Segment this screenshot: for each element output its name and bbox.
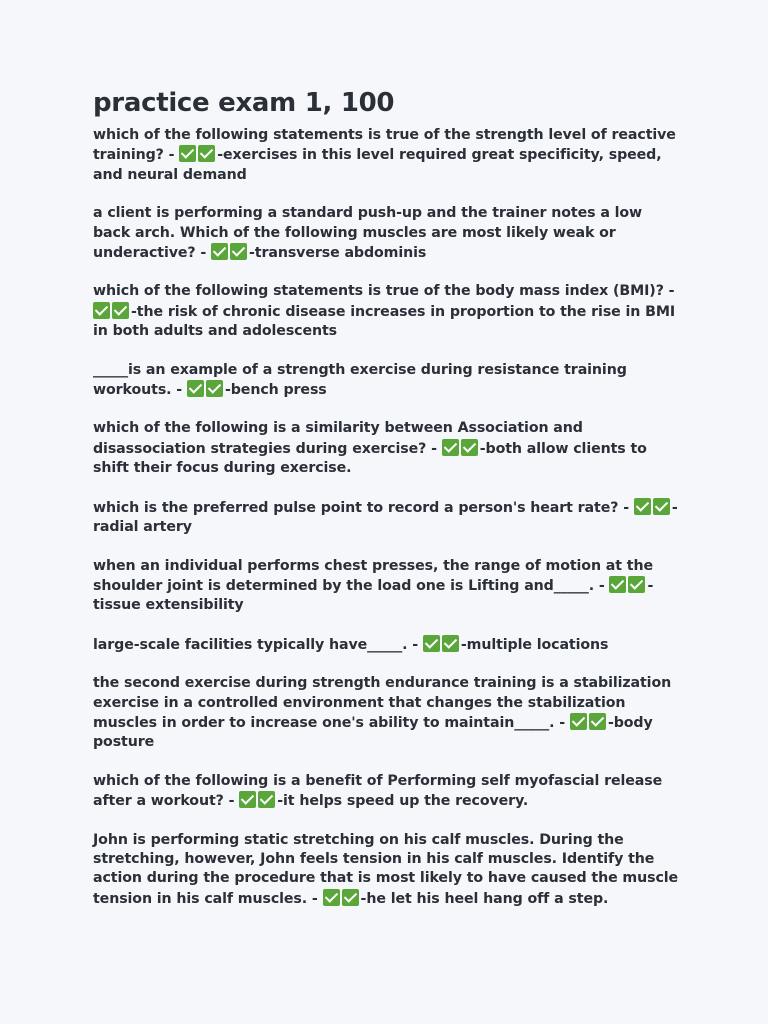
qa-item-11 [93, 831, 683, 910]
answer-marker [239, 793, 277, 809]
check-mark-icon [442, 439, 459, 456]
check-mark-icon [570, 713, 587, 730]
check-mark-icon [206, 380, 223, 397]
question-text: _____is an example of a strength exercise during resistance training workouts. - [93, 361, 627, 399]
check-mark-icon [187, 380, 204, 397]
answer-marker [93, 304, 131, 320]
answer-text: -both allow clients to shift their focus during exercise. [93, 440, 647, 477]
answer-marker [211, 245, 249, 261]
answer-text: -tissue extensibility [93, 577, 654, 614]
question-text: when an individual performs chest presses, the range of motion at the shoulder joint is determined by the load one is Lifting and_____. - [93, 557, 653, 594]
qa-item-5 [93, 419, 683, 478]
check-mark-icon [342, 889, 359, 906]
answer-text: -radial artery [93, 499, 678, 536]
answer-text: -bench press [224, 382, 327, 399]
question-text: a client is performing a standard push-up and the trainer notes a low back arch. Which of the following muscles are most likely weak or underactive? - [93, 205, 643, 262]
qa-item-8 [93, 635, 683, 655]
qa-item-10 [93, 772, 683, 812]
check-mark-icon [628, 576, 645, 593]
answer-marker [634, 500, 672, 516]
answer-text: -the risk of chronic disease increases in proportion to the rise in BMI in both adults and adolescents [93, 303, 676, 340]
question-text: which of the following is a similarity between Association and disassociation strategies during exercise? - [93, 420, 583, 457]
check-mark-icon [323, 889, 340, 906]
check-mark-icon [211, 243, 228, 260]
check-mark-icon [653, 498, 670, 515]
qa-item-1 [93, 126, 683, 185]
check-mark-icon [609, 576, 626, 593]
check-mark-icon [423, 635, 440, 652]
qa-item-4 [93, 361, 683, 401]
answer-text: -exercises in this level required great specificity, speed, and neural demand [93, 147, 662, 183]
answer-text: -body posture [93, 714, 653, 751]
answer-text: -he let his heel hang off a step. [360, 890, 609, 907]
answer-marker [187, 382, 225, 398]
check-mark-icon [112, 302, 129, 319]
check-mark-icon [589, 713, 606, 730]
check-mark-icon [634, 498, 651, 515]
qa-item-6 [93, 498, 683, 538]
qa-item-9 [93, 674, 683, 753]
question-text: the second exercise during strength endurance training is a stabilization exercise in a controlled environment that changes the stabilization muscles in order to increase one's ability to maintain_____. - [93, 675, 672, 731]
answer-marker [609, 578, 647, 594]
check-mark-icon [239, 791, 256, 808]
check-mark-icon [179, 145, 196, 162]
question-text: which of the following is a benefit of Performing self myofascial release after a workout? - [93, 772, 663, 810]
question-text: John is performing static stretching on his calf muscles. During the stretching, however, John feels tension in his calf muscles. Identify the action during the procedure that is most likely to have caused the muscle tension in his calf muscles. - [93, 831, 679, 907]
answer-marker [442, 441, 480, 457]
answer-text: -multiple locations [460, 636, 609, 653]
answer-marker [423, 637, 461, 653]
check-mark-icon [230, 243, 247, 260]
answer-marker [570, 715, 608, 731]
page-title: practice exam 1, 100 [93, 88, 395, 118]
qa-item-7 [93, 557, 683, 616]
question-text: which is the preferred pulse point to record a person's heart rate? - [93, 499, 629, 516]
qa-item-3 [93, 282, 683, 341]
question-text: large-scale facilities typically have_____. - [93, 636, 419, 653]
qa-item-2 [93, 204, 683, 263]
answer-text: -transverse abdominis [248, 245, 427, 262]
question-text: which of the following statements is true of the body mass index (BMI)? - [93, 283, 675, 300]
answer-marker [179, 147, 217, 163]
answer-marker [323, 891, 361, 907]
question-text: which of the following statements is true of the strength level of reactive training? - [93, 127, 676, 164]
check-mark-icon [258, 791, 275, 808]
check-mark-icon [198, 145, 215, 162]
document-page [93, 86, 683, 928]
check-mark-icon [93, 302, 110, 319]
check-mark-icon [461, 439, 478, 456]
answer-text: -it helps speed up the recovery. [277, 793, 529, 810]
check-mark-icon [442, 635, 459, 652]
